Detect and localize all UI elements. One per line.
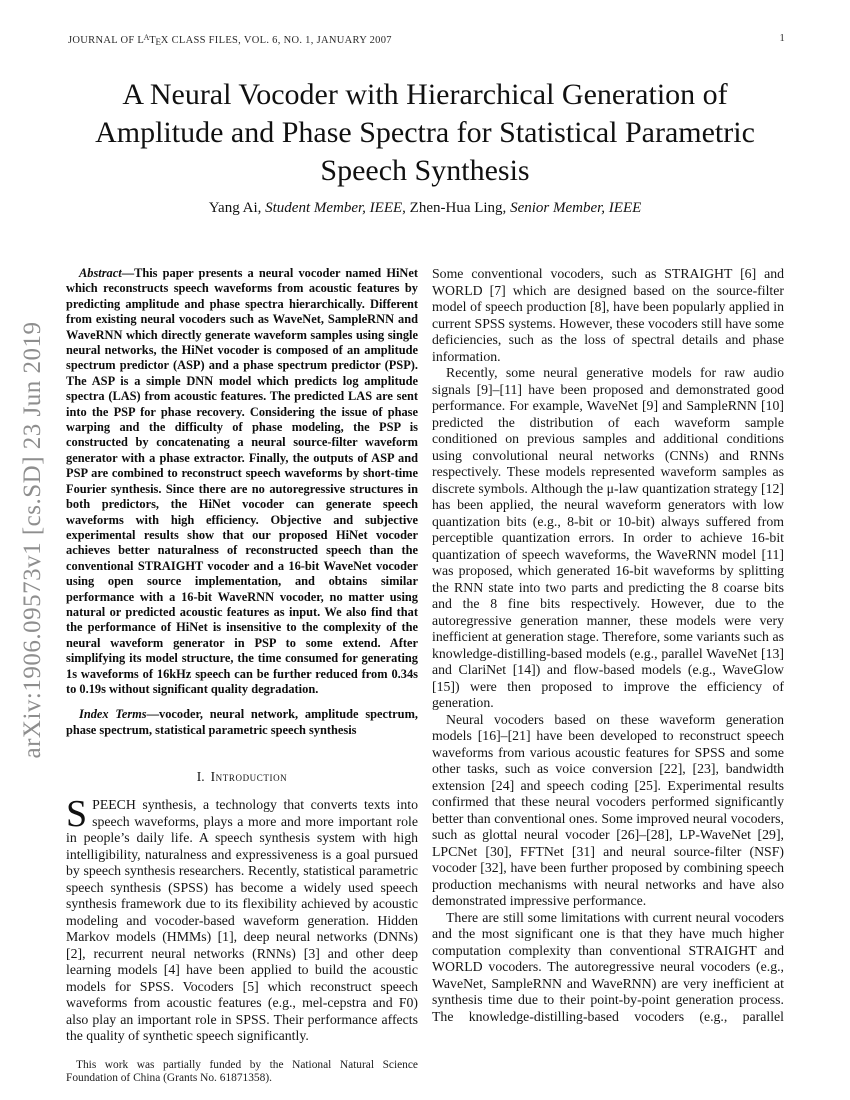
latex-logo-a: A [143,33,150,42]
funding-footnote: This work was partially funded by the National Natural Science Foundation of China (Grants No. 61871358). [66,1058,418,1085]
right-column [432,266,784,1086]
body-paragraph: Neural vocoders based on these waveform generation models [16]–[21] have been developed to reconstruct speech waveforms from various acoustic features for SPSS and some other tasks, such as voice conversion [22], [23], bandwidth extension [24] and speech coding [25]. Experimental results confirmed that these neural vocoders performed significantly better than conventional ones. Some improved neural vocoders, such as glottal neural vocoder [26]–[28], LP-WaveNet [29], LPCNet [30], FFTNet [31] and neural source-filter (NSF) vocoder [32], have been further proposed by combining speech production mechanisms with neural networks and have also demonstrated impressive performance. [432,711,784,908]
journal-name-suffix: CLASS FILES, VOL. 6, NO. 1, JANUARY 2007 [168,35,392,46]
left-column [66,266,418,1086]
body-paragraph: Recently, some neural generative models for raw audio signals [9]–[11] have been proposed and demonstrated good performance. For example, WaveNet [9] and SampleRNN [10] predicted the distribution of each waveform sample conditioned on previous samples and additional conditions using convolutional neural networks (CNNs) and RNNs respectively. These models represented waveform samples as discrete symbols. Although the μ-law quantization strategy [12] has been applied, the neural waveform generators with low quantization bits (e.g., 8-bit or 10-bit) always suffered from perceptible quantization errors. In order to achieve 16-bit quantization of speech waveforms, the WaveRNN model [11] was proposed, which generated 16-bit waveforms by splitting the RNN state into two parts and predicting the 8 coarse bits and the 8 fine bits respectively. However, due to the autoregressive generation manner, these models were very inefficient at generation stage. Therefore, some variants such as knowledge-distilling-based models (e.g., parallel WaveNet [13] and ClariNet [14]) and flow-based models (e.g., WaveGlow [15]) were then proposed to improve the efficiency of generation. [432,365,784,710]
journal-name-prefix: JOURNAL OF L [68,35,145,46]
two-column-body [66,266,785,1086]
author-segment: Yang Ai, [208,200,266,216]
paper-title: A Neural Vocoder with Hierarchical Generation of Amplitude and Phase Spectra for Statistical Parametric Speech Synthesis [95,78,755,188]
intro-paragraph-text: PEECH synthesis, a technology that converts texts into speech waveforms, plays a more and more important role in people’s daily life. A speech synthesis system with high intelligibility, naturalness and expressiveness is a goal pursued by speech synthesis researchers. Recently, statistical parametric speech synthesis (SPSS) has become a widely used speech synthesis framework due to its flexibility achieved by acoustic modeling and vocoder-based waveform generation. Hidden Markov models (HMMs) [1], deep neural networks (DNNs) [2], recurrent neural networks (RNNs) [3] and other deep learning models [4] have been applied to build the acoustic models for SPSS. Vocoders [5] which reconstruct speech waveforms from acoustic features (e.g., mel-cepstra and F0) also play an important role in SPSS. Their performance affects the quality of synthetic speech significantly. [66,797,418,1044]
authors-line [0,200,850,217]
index-terms-text: —vocoder, neural network, amplitude spectrum, phase spectrum, statistical parametric speech synthesis [66,707,418,737]
section-heading-introduction [66,769,418,785]
body-paragraph: Some conventional vocoders, such as STRAIGHT [6] and WORLD [7] which are designed based on the source-filter model of speech production [8], have been popularly applied in current SPSS systems. However, these vocoders still have some deficiencies, such as the loss of spectral details and phase information. [432,266,784,364]
page-number: 1 [779,33,785,44]
author-segment: Senior Member, IEEE [510,200,642,216]
section-number: I. [196,769,205,785]
abstract-text: —This paper presents a neural vocoder named HiNet which reconstructs speech waveforms from acoustic features by predicting amplitude and phase spectra hierarchically. Different from existing neural vocoders such as WaveNet, SampleRNN and WaveRNN which directly generate waveform samples using single neural networks, the HiNet vocoder is composed of an amplitude spectrum predictor (ASP) and a phase spectrum predictor (PSP). The ASP is a simple DNN model which predicts log amplitude spectra (LAS) from acoustic features. The predicted LAS are sent into the PSP for phase recovery. Considering the issue of phase warping and the difficulty of phase modeling, the PSP is constructed by concatenating a neural source-filter waveform generator with a phase extractor. Finally, the outputs of ASP and PSP are combined to reconstruct speech waveforms by short-time Fourier synthesis. Since there are no autoregressive structures in both predictors, the HiNet vocoder can generate speech waveforms with high efficiency. Objective and subjective experimental results show that our proposed HiNet vocoder achieves better naturalness of reconstructed speech than the conventional STRAIGHT vocoder and a 16-bit WaveNet vocoder using open source implementation, and obtains similar performance with a 16-bit WaveRNN vocoder, no matter using natural or predicted acoustic features as input. We also find that the performance of HiNet is insensitive to the complexity of the neural waveform generator in PSP to some extend. After simplifying its model structure, the time consumed for generating 1s waveforms of 16kHz speech can be further reduced from 0.34s to 0.19s without significant quality degradation. [66,266,418,696]
author-segment: Student Member, IEEE [265,200,403,216]
dropcap-letter: S [66,793,88,836]
latex-logo-e: E [155,37,162,47]
abstract-label: Abstract [79,266,122,280]
journal-name [68,33,392,47]
author-segment: , Zhen-Hua Ling, [402,200,511,216]
abstract [66,266,418,697]
index-terms [66,707,418,738]
body-paragraph: There are still some limitations with current neural vocoders and the most significant one is that they have much higher computation complexity than conventional STRAIGHT and WORLD vocoders. The autoregressive neural vocoders (e.g., WaveNet, SampleRNN and WaveRNN) are very inefficient at synthesis time due to their point-by-point generation process. The knowledge-distilling-based vocoders (e.g., parallel [432,909,784,1024]
section-title: Introduction [210,769,288,785]
intro-paragraph [66,793,418,1045]
arxiv-watermark: arXiv:1906.09573v1 [cs.SD] 23 Jun 2019 [19,321,46,759]
index-terms-label: Index Terms [79,707,147,722]
latex-logo-t: T [149,35,156,46]
running-header [68,33,785,47]
latex-logo-x: X [160,35,169,46]
